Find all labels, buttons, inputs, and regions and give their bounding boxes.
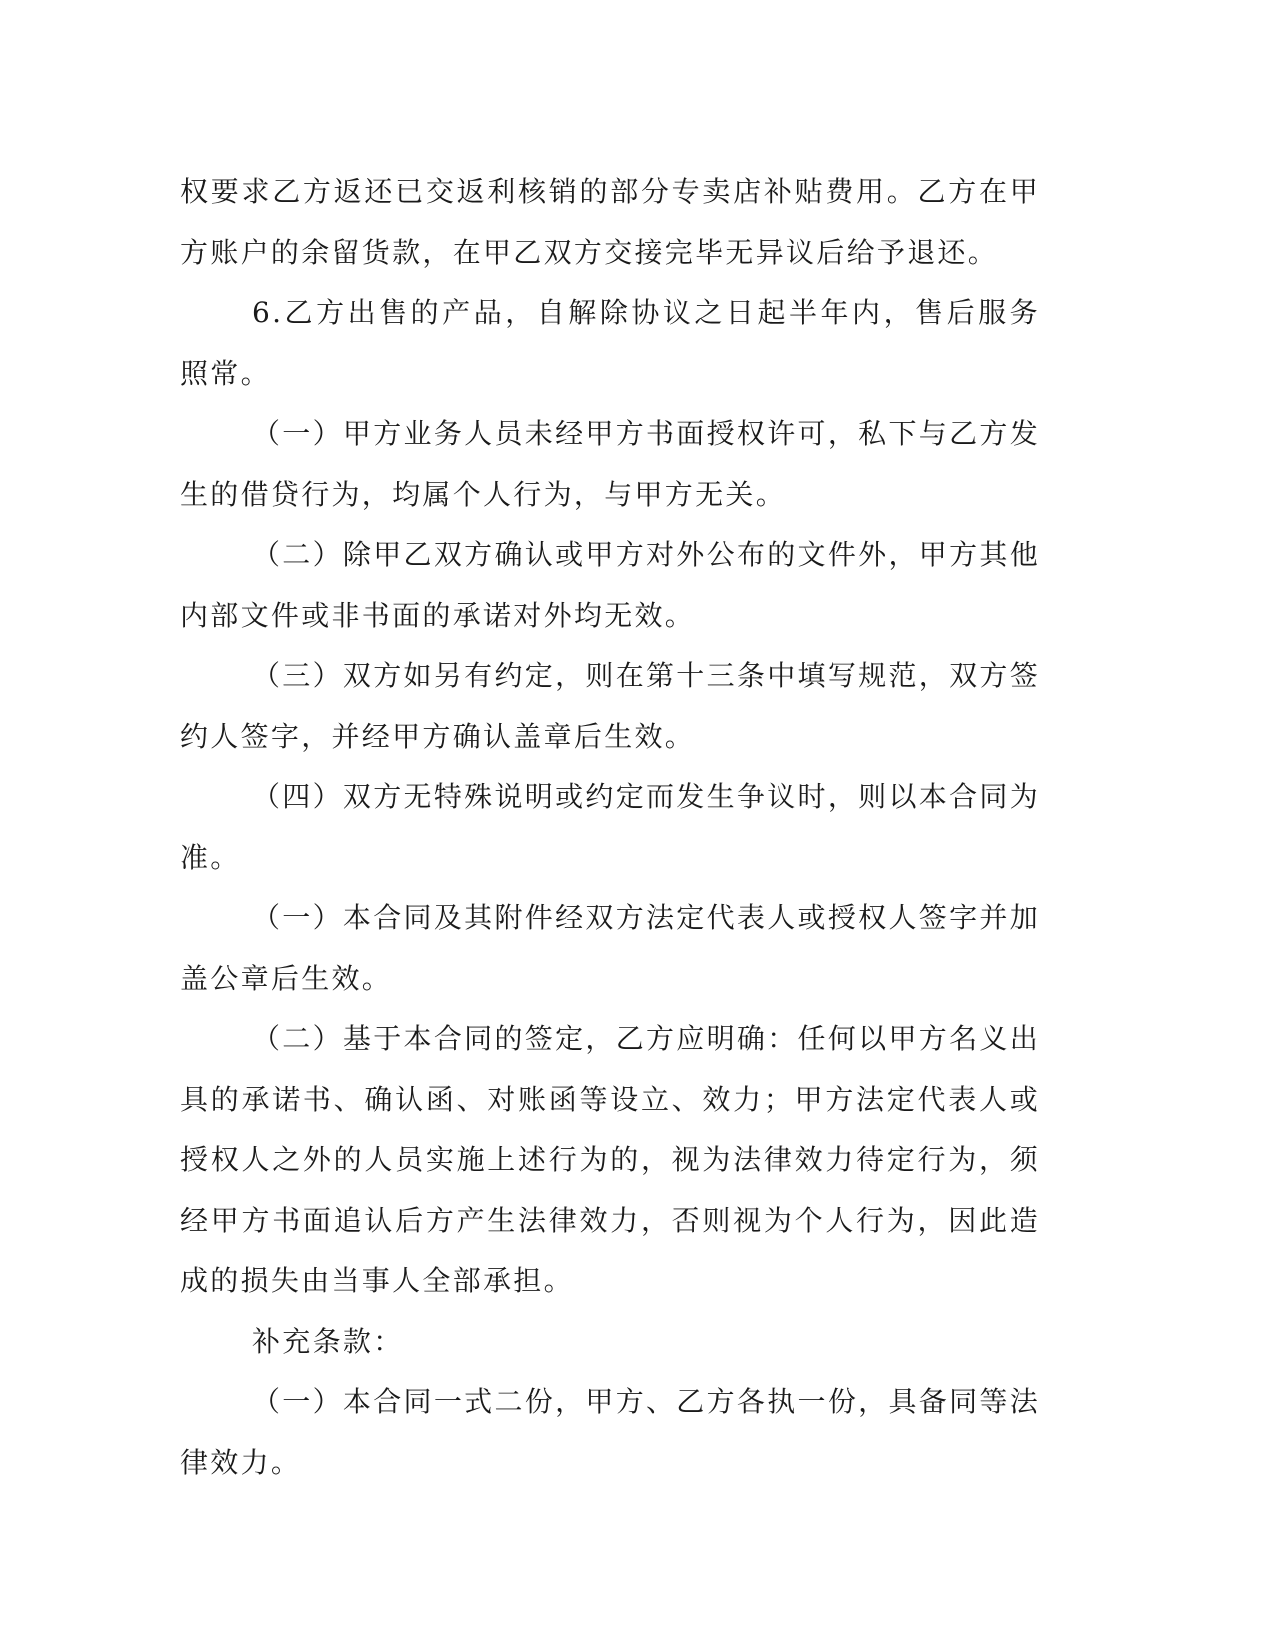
paragraph-supplementary-1: （一）本合同一式二份，甲方、乙方各执一份，具备同等法律效力。 — [180, 1385, 1040, 1479]
paragraph-item-4: （四）双方无特殊说明或约定而发生争议时，则以本合同为准。 — [180, 780, 1040, 874]
paragraph-effect-1: （一）本合同及其附件经双方法定代表人或授权人签字并加盖公章后生效。 — [180, 901, 1040, 995]
supplementary-heading: 补充条款： — [252, 1324, 404, 1358]
paragraph-clause-6: 6.乙方出售的产品，自解除协议之日起半年内，售后服务照常。 — [180, 296, 1040, 390]
paragraph-item-1: （一）甲方业务人员未经甲方书面授权许可，私下与乙方发生的借贷行为，均属个人行为，与甲方无关。 — [180, 417, 1040, 511]
paragraph-continuation: 权要求乙方返还已交返利核销的部分专卖店补贴费用。乙方在甲方账户的余留货款，在甲乙双方交接完毕无异议后给予退还。 — [180, 175, 1040, 269]
paragraph-item-3: （三）双方如另有约定，则在第十三条中填写规范，双方签约人签字，并经甲方确认盖章后生效。 — [180, 659, 1040, 753]
paragraph-item-2: （二）除甲乙双方确认或甲方对外公布的文件外，甲方其他内部文件或非书面的承诺对外均无效。 — [180, 538, 1040, 632]
paragraph-effect-2: （二）基于本合同的签定，乙方应明确：任何以甲方名义出具的承诺书、确认函、对账函等设立、效力；甲方法定代表人或授权人之外的人员实施上述行为的，视为法律效力待定行为，须经甲方书面追认后方产生法律效力，否则视为个人行为，因此造成的损失由当事人全部承担。 — [180, 1022, 1040, 1297]
document-body — [180, 162, 1040, 1493]
